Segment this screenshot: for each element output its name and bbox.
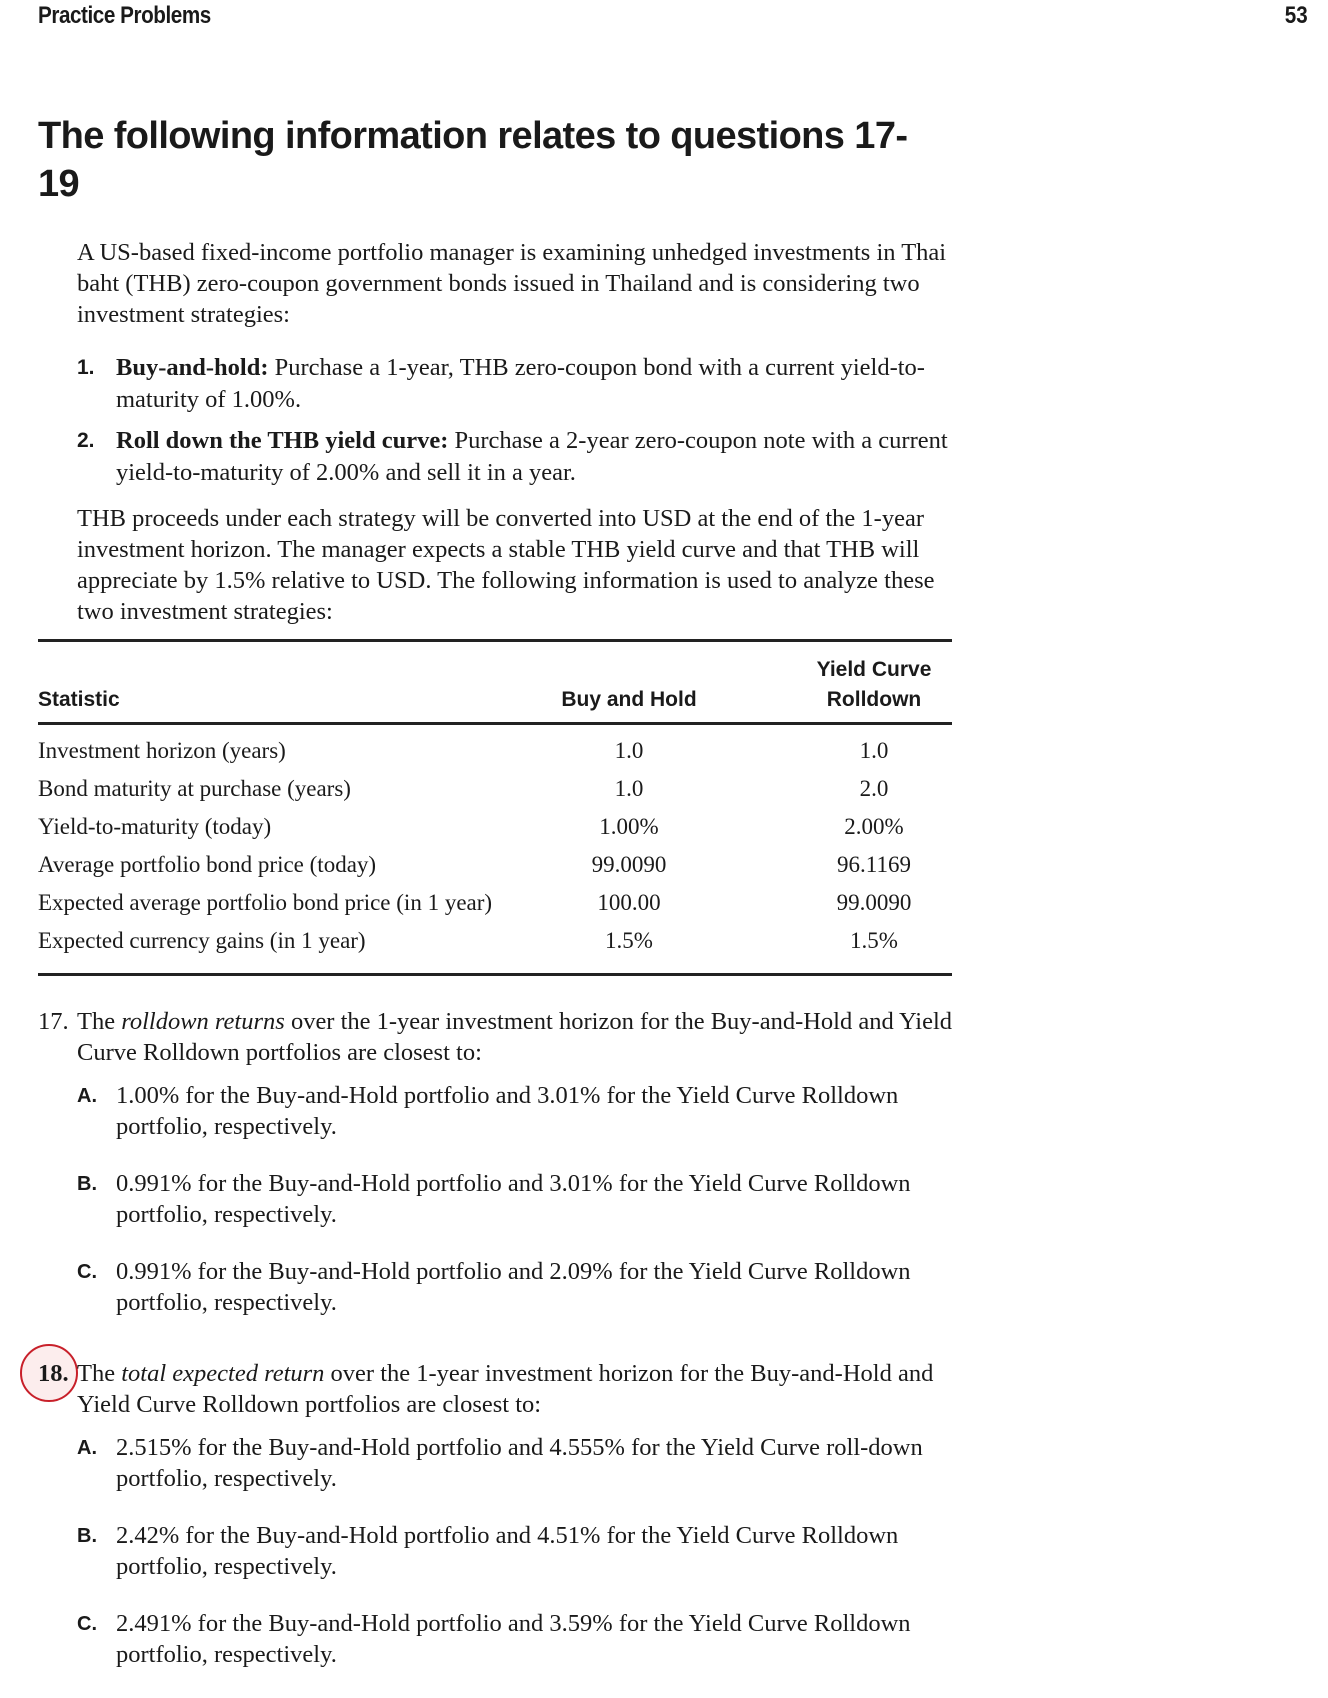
cell-buy-and-hold: 100.00 [597,890,661,915]
strategy-item [77,352,957,416]
table-row [38,736,952,774]
cell-buy-and-hold: 1.0 [614,738,644,763]
option-letter: B. [77,1173,97,1195]
option-letter: C. [77,1261,97,1283]
cell-rolldown: 1.0 [859,738,889,763]
answer-option-c[interactable] [38,1256,958,1318]
answer-option-a[interactable] [38,1432,958,1494]
strategy-text: Purchase a 2-year zero-coupon note with a current yield-to-maturity of 2.00% and sell it in a year. [116,427,948,486]
header-yield-curve-rolldown [774,655,974,715]
option-text: 0.991% for the Buy-and-Hold portfolio and 2.09% for the Yield Curve Rolldown portfolio, respectively. [116,1258,911,1316]
table-row [38,888,952,926]
answer-options [38,1432,958,1670]
header-statistic: Statistic [38,688,120,711]
answer-options [38,1080,958,1318]
option-letter: A. [77,1085,97,1107]
strategy-item [77,425,957,489]
option-text: 2.42% for the Buy-and-Hold portfolio and 4.51% for the Yield Curve Rolldown portfolio, respectively. [116,1522,899,1580]
cell-buy-and-hold: 1.5% [605,928,653,953]
strategy-number: 2. [77,429,95,452]
stem-text: The [77,1360,122,1387]
stem-emphasis: rolldown returns [121,1008,285,1035]
question-stem [38,1358,958,1420]
strategy-number: 1. [77,356,95,379]
question-18 [38,1358,958,1696]
table-row [38,926,952,964]
cell-statistic: Average portfolio bond price (today) [38,852,377,877]
strategy-title: Roll down the THB yield curve: [116,427,449,454]
context-paragraph: THB proceeds under each strategy will be converted into USD at the end of the 1-year investment horizon. The manager expects a stable THB yield curve and that THB will appreciate by 1.5% relative to USD. The following information is used to analyze these two investment strategies: [77,505,935,625]
question-stem [38,1006,958,1068]
option-text: 2.491% for the Buy-and-Hold portfolio and 3.59% for the Yield Curve Rolldown portfolio, respectively. [116,1610,911,1668]
header-yield-curve-line2: Rolldown [826,688,922,711]
option-letter: C. [77,1613,97,1635]
intro-paragraph: A US-based fixed-income portfolio manager is examining unhedged investments in Thai baht (THB) zero-coupon government bonds issued in Thailand and is considering two investment strategies: [77,239,947,328]
option-letter: A. [77,1437,97,1459]
cell-rolldown: 2.00% [844,814,904,839]
table-row [38,812,952,850]
cell-rolldown: 1.5% [850,928,898,953]
table-row [38,850,952,888]
page-number: 53 [1285,2,1308,29]
answer-option-a[interactable] [38,1080,958,1142]
option-text: 1.00% for the Buy-and-Hold portfolio and 3.01% for the Yield Curve Rolldown portfolio, respectively. [116,1082,899,1140]
table-header [38,642,952,722]
cell-rolldown: 96.1169 [837,852,911,877]
cell-buy-and-hold: 1.0 [614,776,644,801]
strategy-list [77,352,957,498]
section-heading: The following information relates to questions 17-19 [38,115,908,205]
option-letter: B. [77,1525,97,1547]
answer-option-b[interactable] [38,1520,958,1582]
table-body [38,725,952,973]
stem-emphasis: total expected return [121,1360,325,1387]
stem-text: over the 1-year investment horizon for the Buy-and-Hold and Yield Curve Rolldown portfolios are closest to: [77,1008,953,1066]
answer-option-c[interactable] [38,1608,958,1670]
header-buy-and-hold: Buy and Hold [561,688,697,711]
cell-statistic: Bond maturity at purchase (years) [38,776,351,801]
stem-text: over the 1-year investment horizon for the Buy-and-Hold and Yield Curve Rolldown portfolios are closest to: [77,1360,934,1418]
strategy-text: Purchase a 1-year, THB zero-coupon bond with a current yield-to-maturity of 1.00%. [116,354,925,413]
question-17 [38,1006,958,1344]
strategy-title: Buy-and-hold: [116,354,269,381]
header-yield-curve-line1: Yield Curve [816,658,932,681]
question-number: 18. [38,1360,69,1387]
answer-option-b[interactable] [38,1168,958,1230]
table-bottom-rule [38,973,952,976]
cell-statistic: Yield-to-maturity (today) [38,814,272,839]
cell-buy-and-hold: 99.0090 [591,852,667,877]
statistics-table [38,639,952,976]
cell-rolldown: 99.0090 [836,890,912,915]
cell-statistic: Expected average portfolio bond price (in 1 year) [38,890,493,915]
option-text: 2.515% for the Buy-and-Hold portfolio and 4.555% for the Yield Curve roll-down portfolio, respectively. [116,1434,923,1492]
stem-text: The [77,1008,122,1035]
option-text: 0.991% for the Buy-and-Hold portfolio and 3.01% for the Yield Curve Rolldown portfolio, respectively. [116,1170,911,1228]
table-row [38,774,952,812]
cell-buy-and-hold: 1.00% [599,814,659,839]
running-head: Practice Problems [38,2,211,29]
question-number: 17. [38,1008,69,1035]
cell-rolldown: 2.0 [859,776,889,801]
cell-statistic: Expected currency gains (in 1 year) [38,928,366,953]
cell-statistic: Investment horizon (years) [38,738,286,763]
